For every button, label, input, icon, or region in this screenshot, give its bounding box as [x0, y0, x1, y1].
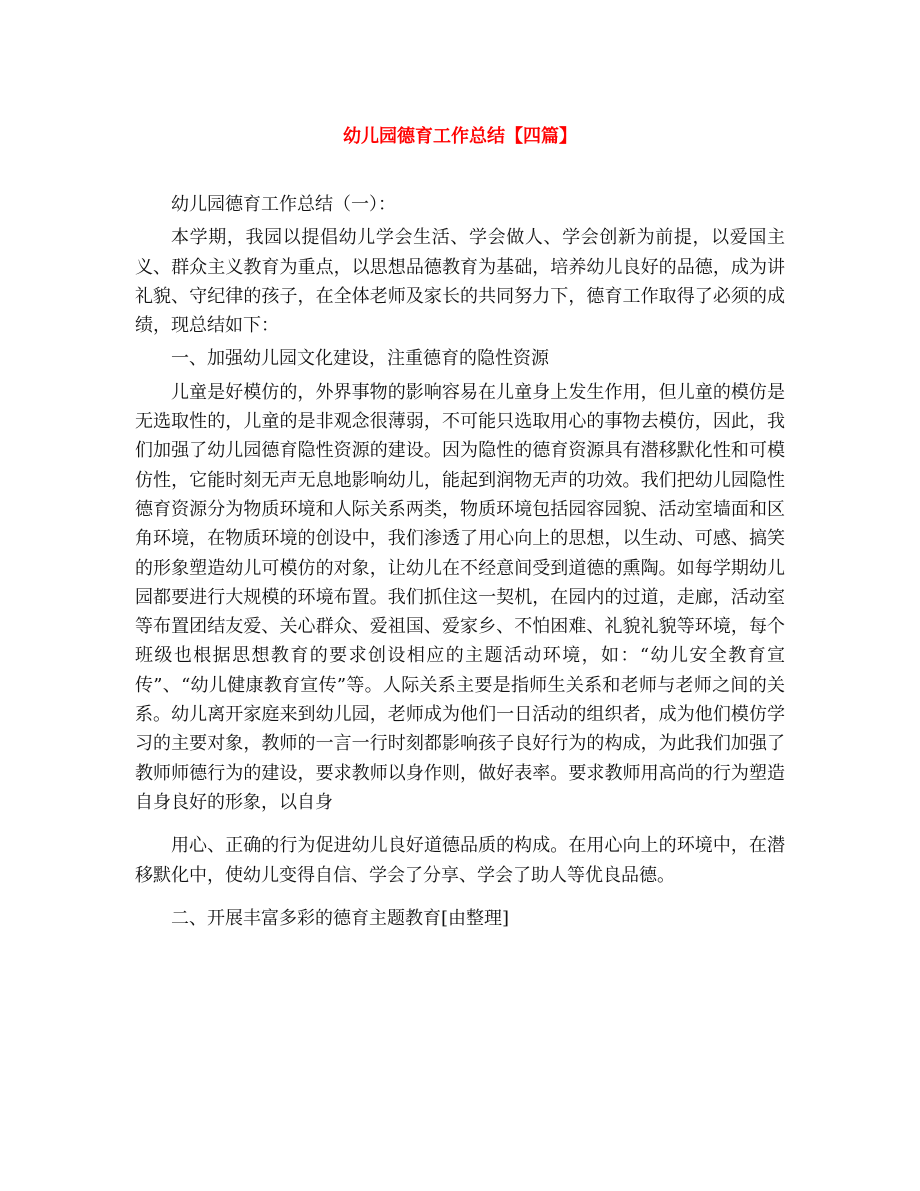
paragraph-culture: 儿童是好模仿的，外界事物的影响容易在儿童身上发生作用，但儿童的模仿是无选取性的，儿童的是非观念很薄弱，不可能只选取用心的事物去模仿，因此，我们加强了幼儿园德育隐性资源的建设。因为隐性的德育资源具有潜移默化性和可模仿性，它能时刻无声无息地影响幼儿，能起到润物无声的功效。我们把幼儿园隐性德育资源分为物质环境和人际关系两类，物质环境包括园容园貌、活动室墙面和区角环境，在物质环境的创设中，我们渗透了用心向上的思想，以生动、可感、搞笑的形象塑造幼儿可模仿的对象，让幼儿在不经意间受到道德的熏陶。如每学期幼儿园都要进行大规模的环境布置。我们抓住这一契机，在园内的过道，走廊，活动室等布置团结友爱、关心群众、爱祖国、爱家乡、不怕困难、礼貌礼貌等环境，每个班级也根据思想教育的要求创设相应的主题活动环境，如：“幼儿安全教育宣传”、“幼儿健康教育宣传”等。人际关系主要是指师生关系和老师与老师之间的关系。幼儿离开家庭来到幼儿园，老师成为他们一日活动的组织者，成为他们模仿学习的主要对象，教师的一言一行时刻都影响孩子良好行为的构成，为此我们加强了教师师德行为的建设，要求教师以身作则，做好表率。要求教师用高尚的行为塑造自身良好的形象，以自身	[135, 381, 785, 813]
paragraph-continuation: 用心、正确的行为促进幼儿良好道德品质的构成。在用心向上的环境中，在潜移默化中，使幼儿变得自信、学会了分享、学会了助人等优良品德。	[135, 835, 785, 886]
section-subheading: 幼儿园德育工作总结（一）：	[171, 194, 396, 215]
document-body	[135, 190, 785, 933]
document-title: 幼儿园德育工作总结【四篇】	[343, 126, 577, 147]
section-heading-2: 二、开展丰富多彩的德育主题教育[由整理]	[171, 907, 510, 929]
section-heading-1: 一、加强幼儿园文化建设，注重德育的隐性资源	[171, 348, 549, 370]
paragraph-intro: 本学期，我园以提倡幼儿学会生活、学会做人、学会创新为前提，以爱国主义、群众主义教育为重点，以思想品德教育为基础，培养幼儿良好的品德，成为讲礼貌、守纪律的孩子，在全体老师及家长的共同努力下，德育工作取得了必须的成绩，现总结如下：	[135, 227, 785, 337]
